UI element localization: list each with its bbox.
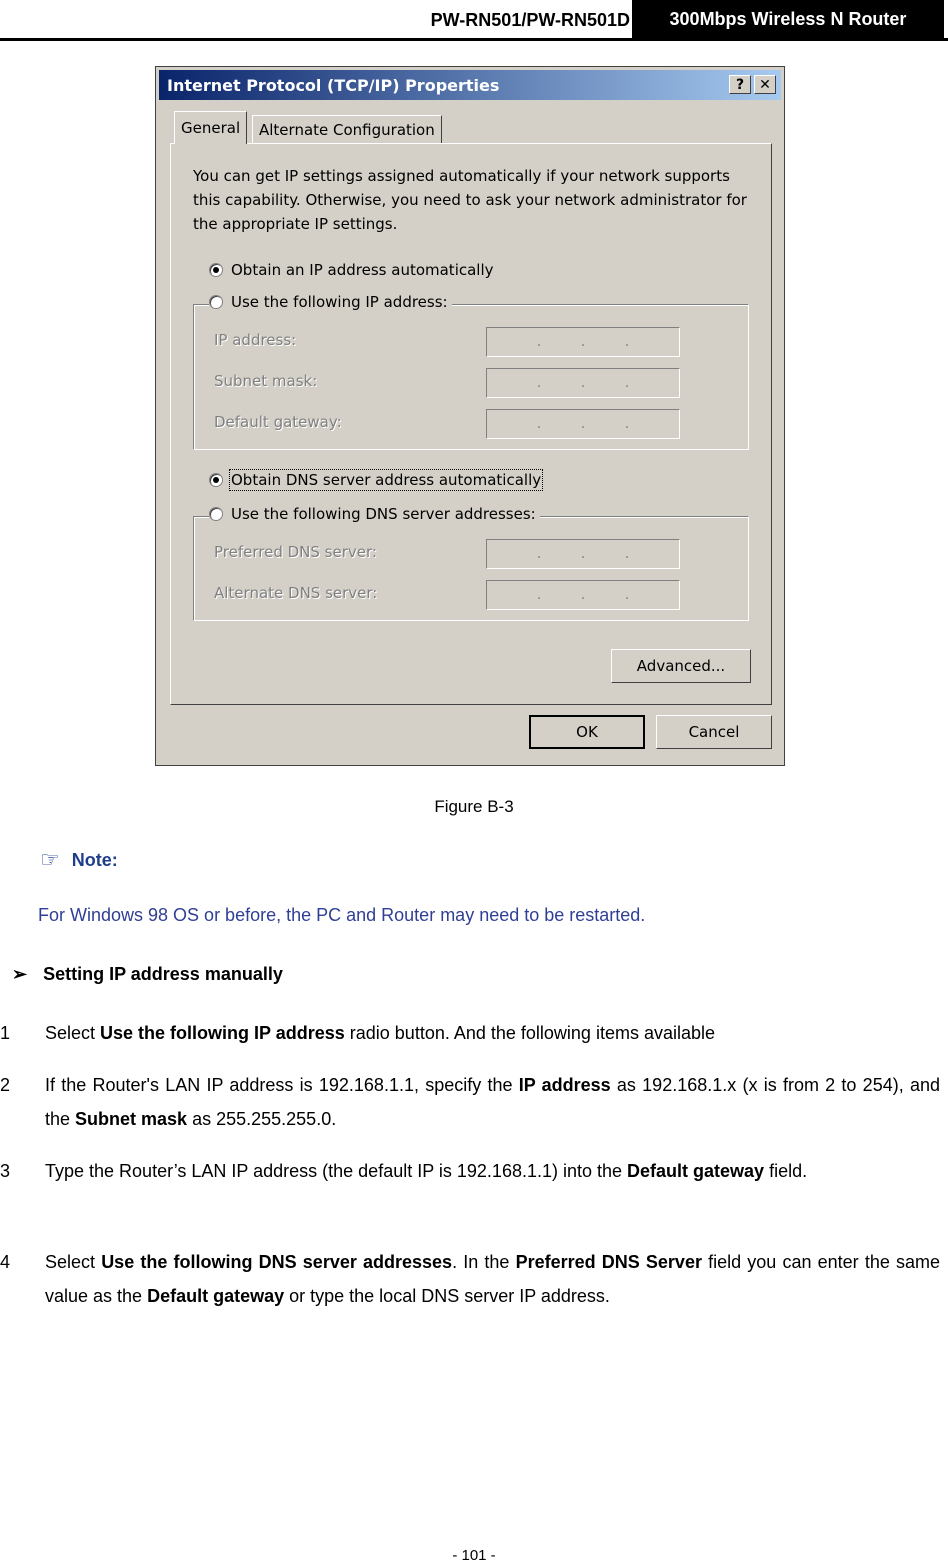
dialog-titlebar	[159, 70, 781, 100]
figure-caption: Figure B-3	[434, 797, 514, 816]
radio-auto-ip[interactable]	[209, 261, 498, 279]
page-number: - 101 -	[452, 1547, 496, 1564]
ok-button[interactable]: OK	[529, 715, 645, 749]
radio-selected-icon	[209, 473, 223, 487]
note-heading	[40, 847, 118, 873]
radio-empty-icon	[209, 295, 223, 309]
dialog-title: Internet Protocol (TCP/IP) Properties	[167, 76, 500, 95]
note-text: For Windows 98 OS or before, the PC and Router may need to be restarted.	[38, 905, 646, 925]
ip-address-label: IP address:	[214, 331, 297, 349]
page-header	[0, 0, 948, 42]
default-gateway-label: Default gateway:	[214, 413, 342, 431]
close-button[interactable]: ✕	[754, 75, 776, 94]
radio-manual-dns[interactable]	[209, 505, 540, 523]
section-title: Setting IP address manually	[43, 964, 283, 984]
step-number: 2	[0, 1075, 11, 1095]
radio-manual-dns-label: Use the following DNS server addresses:	[231, 505, 536, 523]
section-heading	[12, 964, 283, 985]
header-rule	[0, 38, 948, 41]
preferred-dns-label: Preferred DNS server:	[214, 543, 377, 561]
radio-manual-ip-label: Use the following IP address:	[231, 293, 448, 311]
intro-text: You can get IP settings assigned automatically if your network supports this capability. Otherwise, you need to ask your network administrator for the appropriate IP settings.	[193, 167, 747, 233]
subnet-mask-label: Subnet mask:	[214, 372, 318, 390]
radio-auto-dns[interactable]	[209, 471, 545, 489]
step-text: If the Router's LAN IP address is 192.168.1.1, specify the IP address as 192.168.1.x (x is from 2 to 254), and the Subnet mask as 255.255.255.0.	[45, 1075, 940, 1129]
alternate-dns-field: . . .	[486, 580, 680, 610]
step-number: 4	[0, 1252, 11, 1272]
tab-general[interactable]: General	[174, 111, 247, 144]
step-item	[0, 1245, 940, 1313]
step-text: Select Use the following DNS server addresses. In the Preferred DNS Server field you can enter the same value as the Default gateway or type the local DNS server IP address.	[45, 1252, 941, 1306]
radio-selected-icon	[209, 263, 223, 277]
step-number: 3	[0, 1161, 11, 1181]
step-item	[0, 1154, 940, 1188]
step-number: 1	[0, 1023, 11, 1043]
ip-address-field: . . .	[486, 327, 680, 357]
note-label: Note:	[71, 849, 118, 870]
preferred-dns-field: . . .	[486, 539, 680, 569]
subnet-mask-field: . . .	[486, 368, 680, 398]
step-item	[0, 1068, 940, 1136]
pointing-hand-icon: ☞	[40, 847, 60, 872]
tcpip-properties-dialog	[155, 66, 785, 766]
step-item	[0, 1016, 940, 1050]
alternate-dns-label: Alternate DNS server:	[214, 584, 378, 602]
manual-ip-group	[193, 304, 749, 450]
manual-dns-group	[193, 516, 749, 621]
tab-alternate-configuration[interactable]: Alternate Configuration	[252, 115, 442, 143]
help-button[interactable]: ?	[729, 75, 751, 94]
step-text: Type the Router’s LAN IP address (the default IP is 192.168.1.1) into the Default gateway field.	[45, 1161, 808, 1181]
radio-empty-icon	[209, 507, 223, 521]
radio-auto-ip-label: Obtain an IP address automatically	[231, 261, 494, 279]
arrow-bullet-icon: ➢	[12, 964, 28, 984]
radio-manual-ip[interactable]	[209, 293, 452, 311]
advanced-button[interactable]: Advanced...	[611, 649, 751, 683]
cancel-button[interactable]: Cancel	[656, 715, 772, 749]
product-name: 300Mbps Wireless N Router	[632, 0, 944, 38]
model-name: PW-RN501/PW-RN501D	[430, 10, 630, 30]
step-text: Select Use the following IP address radio button. And the following items available	[45, 1023, 715, 1043]
radio-auto-dns-label: Obtain DNS server address automatically	[231, 471, 542, 489]
default-gateway-field: . . .	[486, 409, 680, 439]
general-panel	[170, 143, 772, 705]
